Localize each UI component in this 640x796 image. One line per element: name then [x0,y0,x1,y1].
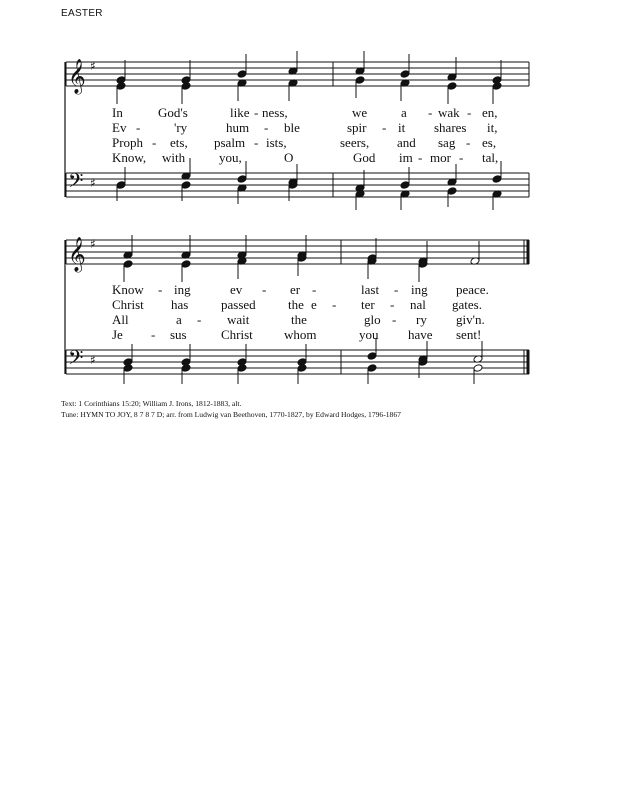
notehead [116,181,126,190]
lyric-hyphen: - [466,135,471,150]
sharp-icon: ♯ [90,237,96,251]
lyric-word: Christ [221,327,253,342]
lyric-word: we [352,105,368,120]
lyric-word: psalm [214,135,246,150]
lyric-word: sent! [456,327,482,342]
lyric-word: im [399,150,413,165]
lyric-word: seers, [340,135,370,150]
lyric-hyphen: - [152,135,157,150]
lyric-word: ry [416,312,427,327]
text-credit: Text: 1 Corinthians 15:20; William J. Irons, 1812-1883, alt. [61,399,242,408]
lyric-hyphen: - [254,105,259,120]
lyric-hyphen: - [136,120,141,135]
treble-clef-icon: 𝄞 [68,237,86,272]
lyric-hyphen: - [418,150,423,165]
lyric-word: God [353,150,376,165]
lyric-word: has [171,297,189,312]
lyric-word: ists, [266,135,287,150]
lyric-word: glo [364,312,381,327]
lyric-word: ble [284,120,300,135]
lyric-hyphen: - [254,135,259,150]
lyric-word: O [284,150,294,165]
lyric-word: mor [430,150,451,165]
lyric-word: Know, [112,150,147,165]
lyric-word: Je [112,327,123,342]
notehead [447,187,457,196]
lyric-word: es, [482,135,497,150]
sharp-icon: ♯ [90,353,96,367]
lyric-word: ing [174,282,191,297]
notehead [237,175,247,184]
lyric-word: e [311,297,317,312]
lyric-hyphen: - [382,120,387,135]
notehead [123,260,133,269]
lyric-word: shares [434,120,467,135]
notehead [400,70,410,79]
lyric-word: whom [284,327,317,342]
hymn-credits [61,398,401,420]
notehead [473,364,483,373]
lyric-word: spir [347,120,367,135]
lyric-hyphen: - [151,327,156,342]
lyric-word: with [162,150,186,165]
lyric-word: ing [411,282,428,297]
treble-clef-icon: 𝄞 [68,59,86,94]
lyric-hyphen: - [428,105,433,120]
lyric-word: it, [487,120,498,135]
lyric-hyphen: - [394,282,399,297]
lyric-word: a [401,105,407,120]
lyric-word: tal, [482,150,499,165]
lyric-hyphen: - [158,282,163,297]
notehead [367,352,377,361]
bass-clef-icon: 𝄢 [68,169,84,197]
notehead [181,181,191,190]
lyric-word: the [288,297,304,312]
tune-credit: Tune: HYMN TO JOY, 8 7 8 7 D; arr. from Ludwig van Beethoven, 1770-1827, by Edward Hodges, 1796-1867 [61,410,401,419]
lyric-word: er [290,282,301,297]
lyric-word: giv'n. [456,312,485,327]
lyric-hyphen: - [467,105,472,120]
notehead [492,175,502,184]
section-heading: EASTER [61,8,103,19]
lyric-word: Christ [112,297,144,312]
notehead [181,260,191,269]
lyric-word: Proph [112,135,144,150]
notehead [355,76,365,85]
lyric-word: sus [170,327,187,342]
lyric-word: sag [438,135,456,150]
notehead [447,82,457,91]
system-2-lyrics [112,282,489,342]
lyric-word: Know [112,282,144,297]
lyric-word: like [230,105,250,120]
lyric-word: All [112,312,129,327]
lyric-word: ev [230,282,243,297]
lyric-word: peace. [456,282,489,297]
lyric-word: ness, [262,105,288,120]
lyric-word: wak [438,105,460,120]
lyric-word: and [397,135,416,150]
lyric-hyphen: - [390,297,395,312]
sharp-icon: ♯ [90,59,96,73]
lyric-word: In [112,105,123,120]
lyric-word: 'ry [174,120,188,135]
system-1-lyrics [112,105,498,165]
lyric-word: the [291,312,307,327]
lyric-word: wait [227,312,250,327]
lyric-word: last [361,282,380,297]
lyric-word: Ev [112,120,127,135]
lyric-hyphen: - [392,312,397,327]
lyric-hyphen: - [332,297,337,312]
lyric-word: ets, [170,135,188,150]
lyric-word: passed [221,297,256,312]
lyric-word: en, [482,105,498,120]
lyric-word: you, [219,150,242,165]
lyric-word: gates. [452,297,482,312]
lyric-word: God's [158,105,188,120]
sharp-icon: ♯ [90,176,96,190]
lyric-hyphen: - [262,282,267,297]
lyric-word: hum [226,120,250,135]
lyric-word: have [408,327,433,342]
notehead [237,70,247,79]
lyric-word: ter [361,297,375,312]
notehead [367,364,377,373]
bass-clef-icon: 𝄢 [68,346,84,374]
lyric-word: you [359,327,379,342]
lyric-word: it [398,120,406,135]
lyric-hyphen: - [197,312,202,327]
lyric-hyphen: - [312,282,317,297]
lyric-word: a [176,312,182,327]
lyric-hyphen: - [459,150,464,165]
lyric-word: nal [410,297,426,312]
notehead [400,181,410,190]
lyric-hyphen: - [264,120,269,135]
